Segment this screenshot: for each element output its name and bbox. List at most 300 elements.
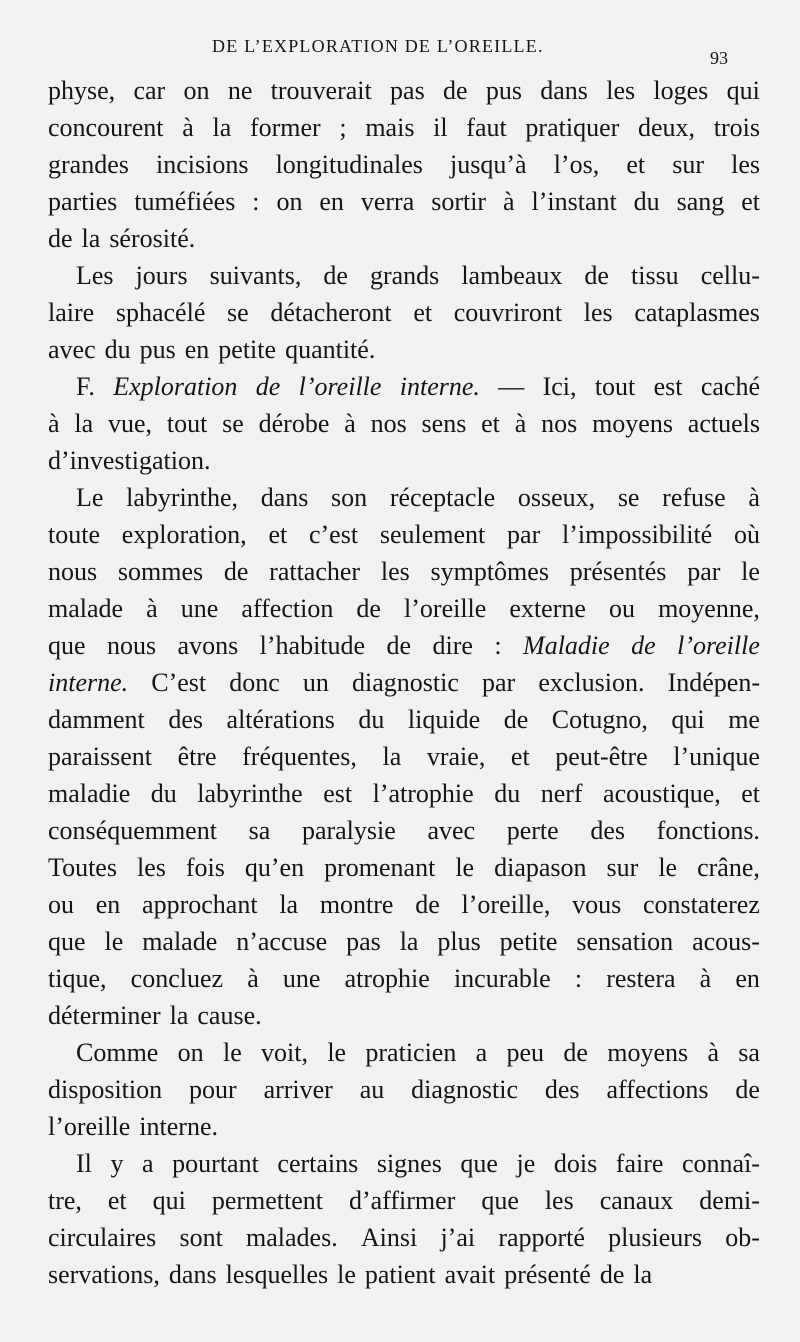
text-line [48, 590, 760, 627]
word: a [142, 1149, 154, 1178]
word: à [503, 187, 515, 216]
word: labyrinthe [197, 779, 303, 808]
word: rattacher [269, 557, 361, 586]
word: par [687, 557, 721, 586]
word: dois [553, 1149, 598, 1178]
word: sens [421, 409, 467, 438]
word: on [183, 76, 210, 105]
word: quantité. [285, 335, 376, 364]
word: Cotugno, [551, 705, 648, 734]
word: faut [466, 113, 507, 142]
word: à [707, 1038, 719, 1067]
word: affections [606, 1075, 709, 1104]
word: suivants, [209, 261, 302, 290]
word: fréquentes, [242, 742, 357, 771]
word: tout [594, 372, 636, 401]
word: longitudinales [275, 150, 423, 179]
word: lambeaux [461, 261, 563, 290]
word: avec [48, 335, 96, 364]
word: et [481, 409, 500, 438]
word: être [177, 742, 217, 771]
word: de [735, 1075, 760, 1104]
word: je [516, 1149, 536, 1178]
word: sur [606, 853, 639, 882]
word: sont [179, 1223, 223, 1252]
text-line [48, 368, 760, 405]
word: le [455, 853, 475, 882]
word: il [433, 113, 448, 142]
word: du [494, 779, 521, 808]
word: les [583, 298, 613, 327]
word: de [255, 372, 281, 401]
word: rapporté [498, 1223, 585, 1252]
word: diapason [494, 853, 587, 882]
word: peu [506, 1038, 545, 1067]
word: externe [509, 594, 586, 623]
word: ou [609, 594, 635, 623]
text-line [48, 442, 760, 479]
word: malades. [246, 1223, 338, 1252]
word: et [741, 779, 760, 808]
word: atrophie [344, 964, 430, 993]
word: Indépen- [667, 668, 760, 697]
word: et [268, 520, 288, 549]
word: former [249, 113, 321, 142]
word: affection [241, 594, 334, 623]
word: réceptacle [389, 483, 496, 512]
word: une [180, 594, 219, 623]
word: de [443, 76, 468, 105]
word: présenté [504, 1260, 591, 1289]
word: tissu [631, 261, 679, 290]
word: permettent [211, 1186, 324, 1215]
word: une [282, 964, 321, 993]
text-line [48, 553, 760, 590]
word: l’oreille [298, 372, 382, 401]
word: nous [106, 631, 157, 660]
word: en [95, 890, 121, 919]
word: à [699, 964, 712, 993]
word: de [48, 224, 73, 253]
word: incisions [155, 150, 249, 179]
word: Exploration [113, 372, 238, 401]
word: diagnostic [411, 1075, 519, 1104]
text-line [48, 627, 760, 664]
word: la [633, 1260, 653, 1289]
word: sa [738, 1038, 760, 1067]
word: liquide [407, 705, 481, 734]
word: du [150, 779, 177, 808]
word: jusqu’à [450, 150, 527, 179]
word: praticien [365, 1038, 457, 1067]
text-line [48, 1071, 760, 1108]
word: arriver [263, 1075, 333, 1104]
word: sang [676, 187, 725, 216]
text-line [48, 294, 760, 331]
word: conséquemment [48, 816, 217, 845]
word: l’oreille [48, 1112, 131, 1141]
text-line [48, 1256, 760, 1293]
word: nerf [540, 779, 583, 808]
word: paraissent [48, 742, 152, 771]
word: le [658, 853, 678, 882]
word: Les [76, 261, 114, 290]
word: et [510, 742, 530, 771]
word: paralysie [301, 816, 396, 845]
word: petite [218, 335, 277, 364]
word: interne. [399, 372, 480, 401]
word: déterminer [48, 1001, 161, 1030]
text-line [48, 109, 760, 146]
word: : [252, 187, 260, 216]
text-line [48, 923, 760, 960]
word: l’oreille [677, 631, 760, 660]
word: dire [432, 631, 473, 660]
word: trois [713, 113, 760, 142]
word: qui [671, 705, 705, 734]
word: le [327, 1038, 347, 1067]
word: moyens [592, 409, 673, 438]
word: les [136, 853, 166, 882]
word: à [514, 409, 527, 438]
word: diagnostic [352, 668, 459, 697]
word: l’instant [531, 187, 617, 216]
word: on [276, 187, 303, 216]
text-line [48, 960, 760, 997]
word: grandes [48, 150, 129, 179]
word: jours [135, 261, 188, 290]
word: l’impossibilité [562, 520, 713, 549]
word: à [48, 409, 60, 438]
text-line [48, 886, 760, 923]
word: ne [227, 76, 253, 105]
word: par [507, 520, 541, 549]
word: Ainsi [360, 1223, 418, 1252]
word: se [617, 483, 640, 512]
word: demi- [699, 1186, 760, 1215]
word: trouverait [270, 76, 372, 105]
word: nous [48, 557, 98, 586]
word: laire [48, 298, 95, 327]
word: de [631, 631, 656, 660]
word: cataplasmes [634, 298, 760, 327]
word: l’unique [673, 742, 760, 771]
word: des [168, 705, 203, 734]
word: seulement [379, 520, 486, 549]
word: la [399, 927, 419, 956]
word: malade [142, 927, 218, 956]
word: signes [376, 1149, 442, 1178]
word: cellu- [700, 261, 760, 290]
word: et [626, 150, 646, 179]
word: que [481, 1186, 519, 1215]
text-line [48, 849, 760, 886]
word: caché [700, 372, 760, 401]
word: et [741, 187, 760, 216]
word: où [734, 520, 760, 549]
word: le [222, 1038, 242, 1067]
word: détacheront [270, 298, 392, 327]
word: physe, [48, 76, 116, 105]
word: de [563, 1038, 588, 1067]
word: vous [572, 890, 622, 919]
word: les [731, 150, 760, 179]
word: toute [48, 520, 100, 549]
word: voit, [261, 1038, 308, 1067]
word: de [386, 631, 412, 660]
word: exploration, [121, 520, 247, 549]
word: l’oreille, [461, 890, 551, 919]
text-line [48, 775, 760, 812]
word: un [302, 668, 329, 697]
word: l’habitude [259, 631, 366, 660]
word: C’est [151, 668, 207, 697]
word: parties [48, 187, 118, 216]
word: en [184, 335, 210, 364]
word: Maladie [523, 631, 610, 660]
word: : [494, 631, 502, 660]
word: se [222, 409, 244, 438]
word: Il [76, 1149, 92, 1178]
word: plusieurs [608, 1223, 703, 1252]
word: on [177, 1038, 204, 1067]
word: servations, [48, 1260, 160, 1289]
text-line [48, 1108, 760, 1145]
word: concluez [130, 964, 224, 993]
word: osseux, [517, 483, 596, 512]
word: que [460, 1149, 498, 1178]
word: disposition [48, 1075, 163, 1104]
word: du [633, 187, 660, 216]
word: de [323, 261, 348, 290]
word: le [104, 927, 124, 956]
word: vue, [107, 409, 153, 438]
word: l’oreille [404, 594, 487, 623]
word: du [104, 335, 131, 364]
word: donc [229, 668, 280, 697]
word: plus [437, 927, 481, 956]
word: à [247, 964, 259, 993]
word: tout [166, 409, 208, 438]
word: loges [653, 76, 709, 105]
word: en [319, 187, 344, 216]
word: l’os, [553, 150, 600, 179]
word: Le [76, 483, 104, 512]
word: me [728, 705, 760, 734]
word: est [653, 372, 683, 401]
word: son [331, 483, 368, 512]
word: de [503, 705, 529, 734]
word: acoustique, [603, 779, 721, 808]
paragraph [48, 257, 760, 368]
word: approchant [142, 890, 258, 919]
word: de [223, 557, 249, 586]
word: canaux [599, 1186, 674, 1215]
word: de [584, 261, 609, 290]
word: certains [277, 1149, 359, 1178]
word: avait [444, 1260, 496, 1289]
body-text [48, 72, 760, 1293]
word: labyrinthe, [126, 483, 239, 512]
word: pratiquer [525, 113, 620, 142]
word: grands [369, 261, 440, 290]
word: pus [485, 76, 522, 105]
word: nos [541, 409, 578, 438]
word: concourent [48, 113, 164, 142]
paragraph [48, 72, 760, 257]
word: se [227, 298, 249, 327]
word: connaî- [682, 1149, 760, 1178]
word: qui [152, 1186, 186, 1215]
word: d’investigation. [48, 446, 211, 475]
word: vraie, [426, 742, 486, 771]
text-line [48, 738, 760, 775]
paragraph [48, 368, 760, 479]
paragraph [48, 1034, 760, 1145]
word: mais [365, 113, 415, 142]
word: lesquelles [225, 1260, 329, 1289]
word: la [279, 890, 299, 919]
word: les [380, 557, 410, 586]
word: peut-être [555, 742, 648, 771]
word: pus [139, 335, 176, 364]
word: malade [48, 594, 124, 623]
text-line [48, 331, 760, 368]
word: tuméfiées [134, 187, 236, 216]
word: F. [76, 372, 95, 401]
word: qui [726, 76, 760, 105]
word: interne. [139, 1112, 218, 1141]
text-line [48, 664, 760, 701]
text-line [48, 1182, 760, 1219]
word: n’accuse [236, 927, 328, 956]
word: moyenne, [658, 594, 760, 623]
word: est [323, 779, 353, 808]
word: sommes [117, 557, 204, 586]
word: la [169, 1001, 189, 1030]
text-line [48, 1145, 760, 1182]
word: — [498, 372, 525, 401]
word: circulaires [48, 1223, 157, 1252]
text-line [48, 72, 760, 109]
text-line [48, 183, 760, 220]
word: patient [364, 1260, 436, 1289]
word: crâne, [697, 853, 760, 882]
word: présentés [569, 557, 667, 586]
word: de [599, 1260, 625, 1289]
page-number: 93 [710, 48, 728, 68]
word: acous- [692, 927, 760, 956]
paragraph [48, 1145, 760, 1293]
word: sérosité. [109, 224, 196, 253]
word: damment [48, 705, 145, 734]
word: tre, [48, 1186, 82, 1215]
text-line [48, 479, 760, 516]
word: le [741, 557, 760, 586]
text-line [48, 701, 760, 738]
word: de [415, 890, 440, 919]
word: dans [540, 76, 588, 105]
word: deux, [637, 113, 696, 142]
paragraph [48, 479, 760, 1034]
word: pas [390, 76, 425, 105]
text-line [48, 405, 760, 442]
word: avons [177, 631, 239, 660]
word: verra [360, 187, 415, 216]
text-line [48, 1034, 760, 1071]
word: exclusion. [538, 668, 645, 697]
word: en [735, 964, 760, 993]
word: dans [260, 483, 309, 512]
word: des [590, 816, 626, 845]
word: fois [185, 853, 225, 882]
word: pourtant [172, 1149, 259, 1178]
word: des [544, 1075, 580, 1104]
word: sphacélé [115, 298, 206, 327]
word: et [107, 1186, 127, 1215]
word: refuse [662, 483, 726, 512]
word: à [182, 113, 194, 142]
word: car [133, 76, 166, 105]
word: promenant [324, 853, 436, 882]
word: symptômes [430, 557, 549, 586]
text-line [48, 257, 760, 294]
word: d’affirmer [348, 1186, 456, 1215]
word: incurable [453, 964, 551, 993]
word: à [344, 409, 356, 438]
word: interne. [48, 668, 129, 697]
word: que [48, 927, 86, 956]
word: à [748, 483, 760, 512]
word: par [482, 668, 516, 697]
word: moyens [607, 1038, 689, 1067]
word: sortir [431, 187, 487, 216]
word: fonctions. [656, 816, 760, 845]
word: l’atrophie [372, 779, 474, 808]
word: sur [672, 150, 704, 179]
word: dérobe [258, 409, 330, 438]
word: la [212, 113, 232, 142]
word: c’est [308, 520, 359, 549]
word: constaterez [642, 890, 760, 919]
word: couvriront [453, 298, 563, 327]
word: montre [319, 890, 394, 919]
word: sa [248, 816, 271, 845]
word: faire [615, 1149, 664, 1178]
word: petite [499, 927, 558, 956]
word: restera [606, 964, 676, 993]
word: au [359, 1075, 385, 1104]
word: actuels [687, 409, 760, 438]
text-line [48, 220, 760, 257]
word: nos [370, 409, 407, 438]
word: perte [506, 816, 559, 845]
running-title: DE L’EXPLORATION DE L’OREILLE. [212, 36, 544, 56]
word: ; [339, 113, 347, 142]
word: sensation [576, 927, 674, 956]
word: les [606, 76, 636, 105]
word: Toutes [48, 853, 117, 882]
word: à [146, 594, 158, 623]
text-line [48, 1219, 760, 1256]
text-line [48, 516, 760, 553]
word: : [574, 964, 583, 993]
word: et [413, 298, 433, 327]
word: altérations [226, 705, 335, 734]
word: maladie [48, 779, 131, 808]
word: que [48, 631, 86, 660]
word: la [74, 409, 94, 438]
